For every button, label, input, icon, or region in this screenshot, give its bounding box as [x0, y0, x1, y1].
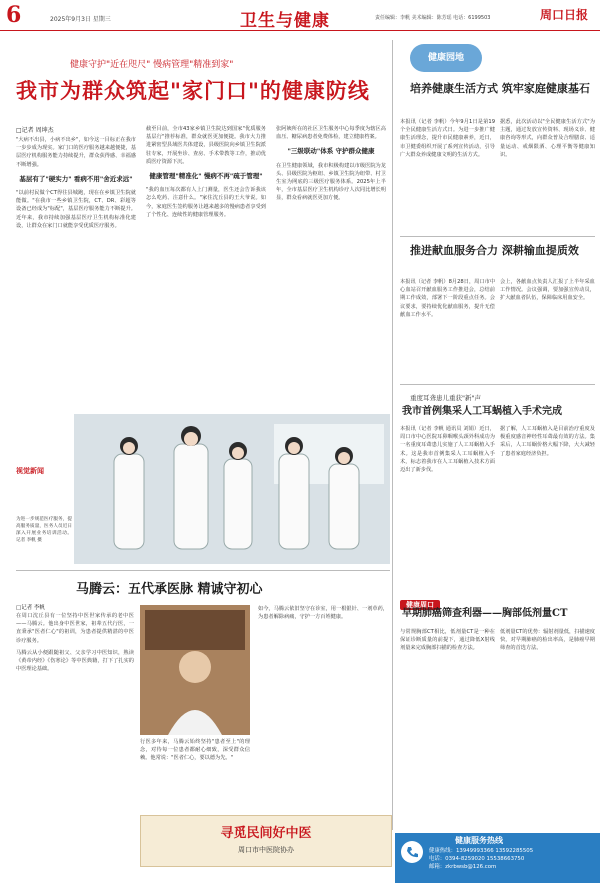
- hotline-line: 健康热线：13949993366 13592285505: [429, 848, 534, 854]
- lead-paragraph: "大病不出县，小病不出乡"，如今这一目标正在我市一步步成为现实。家门口的医疗服务越来越便捷，基层医疗机构服务能力持续提升，群众获得感、幸福感不断增强。: [16, 137, 136, 168]
- health-hotline-box: [395, 833, 600, 883]
- hotline-title: 健康服务热线: [455, 836, 503, 845]
- section-divider: [16, 570, 390, 571]
- photo-caption: 为进一步规范医疗服务，提高服务质量，医务人员近日深入开展业务培训活动。 记者 李帆 摄: [16, 517, 72, 543]
- lead-kicker: 健康守护"近在咫尺" 慢病管理"精准到家": [70, 60, 234, 70]
- feature-col-2: 行医多年来，马腾云始终坚持"患者至上"的理念，对待每一位患者都耐心细致，深受群众信赖。他常说："医者仁心，要以德为先。": [140, 739, 250, 762]
- right-top-col-2: 据悉，此次活动以"全民健康生活方式"为主题，通过发放宣传资料、现场义诊、健康咨询等形式，向群众普及合理膳食、适量运动、戒烟限酒、心理平衡等健康知识。: [500, 119, 595, 158]
- right-mid-col-2: 会上，各献血点负责人汇报了上半年采血工作情况。会议强调，要加强宣传动员，扩大献血者队伍，保障临床用血安全。: [500, 279, 595, 302]
- lead-headline: 我市为群众筑起"家门口"的健康防线: [16, 78, 370, 103]
- lead-paragraph: "以前村民做个CT得往县城跑，现在在乡镇卫生院就能做。"在我市一些乡镇卫生院，CT、DR、彩超等设备已经成为"标配"，基层医疗服务能力不断提升。近年来，我市持续加强基层医疗卫生机构标准化建设，让群众在家门口就能享受优质医疗服务。: [16, 190, 136, 229]
- lead-subhead-1: 基层有了"硬实力" 看病不用"舍近求远": [19, 174, 133, 183]
- lead-paragraph: 在卫生健康领域，我市积极构建以市级医院为龙头、县级医院为枢纽、乡镇卫生院为纽带、村卫生室为网底的三级医疗服务体系。2025年上半年，全市基层医疗卫生机构诊疗人次同比增长明显，群众看病就医更加方便。: [276, 162, 386, 202]
- page-header: [0, 0, 600, 31]
- right-top-headline: 培养健康生活方式 筑牢家庭健康基石: [410, 82, 590, 95]
- tcm-banner-subtitle: 周口市中医院协办: [238, 846, 294, 854]
- lead-paragraph: "我的血压每次都有人上门测量，医生还会告诉我该怎么吃药、注意什么。"家住沈丘县的王大爷说。如今，家庭医生签约服务让越来越多的慢病患者享受到了个性化、连续性的健康管理服务。: [146, 187, 266, 218]
- doctor-photo: [140, 605, 250, 735]
- lead-column-3: [276, 125, 386, 405]
- column-divider: [392, 40, 393, 830]
- section-divider: [400, 384, 595, 385]
- doctor-portrait-icon: [140, 605, 250, 735]
- tcm-banner-title: 寻觅民间好中医: [220, 826, 312, 841]
- feature-byline: □记者 李帆: [16, 605, 45, 611]
- hotline-line: 电话：0394-8259020 15538663750: [429, 856, 525, 862]
- right-bottom-col-1: 与常规胸部CT相比，低剂量CT是一种在保证诊断质量的前提下，通过降低X射线剂量来完成胸部扫描的检查方法。: [400, 629, 495, 652]
- lead-subhead-3: "三级联动"体系 守护群众健康: [287, 147, 375, 156]
- health-zhoukou-label: 健康周口: [400, 600, 440, 610]
- right-top-col-1: 本报讯（记者 李帆）今年9月1日是第19个全民健康生活方式日。为进一步推广健康生活理念，提升市民健康素养，近日，市卫健委组织开展了系列宣传活动，引导广大群众养成健康文明的生活方式。: [400, 119, 495, 158]
- training-photo: [74, 414, 390, 564]
- photo-sidebar: [16, 414, 72, 564]
- feature-col-3: 如今，马腾云依旧坚守在诊室，用一根银针、一剂草药，为患者解除病痛，守护一方百姓健康。: [258, 606, 388, 621]
- section-title: 卫生与健康: [240, 11, 330, 31]
- editor-info: 责任编辑：李帆 美术编辑：陈芳瑶 电话：6199503: [375, 15, 491, 21]
- right-low-col-1: 本报讯（记者 李帆 通讯员 刘娟）近日，周口市中心医院耳鼻咽喉头颈外科成功为一名重度耳聋患儿实施了人工耳蜗植入手术。这是我市首例集采人工耳蜗植入手术，标志着我市在人工耳蜗植入技术方面迈出了新步伐。: [400, 426, 495, 474]
- feature-headline: 马腾云：五代承医脉 精诚守初心: [76, 582, 263, 597]
- phone-icon: [401, 841, 423, 863]
- section-divider: [400, 236, 595, 237]
- right-low-headline: 我市首例集采人工耳蜗植入手术完成: [402, 406, 562, 417]
- photo-scene-icon: [74, 414, 390, 564]
- visual-news-tag: 视觉新闻: [16, 467, 44, 475]
- lead-byline: □记者 周坤杰: [16, 127, 54, 134]
- feature-col-1: [16, 612, 134, 872]
- right-bottom-headline: 早期肺癌筛查利器——胸部低剂量CT: [402, 608, 568, 619]
- health-garden-label: 健康园地: [427, 53, 464, 63]
- right-low-kicker: 重度耳聋患儿重获"新"声: [410, 394, 481, 402]
- newspaper-logo: 周口日报: [540, 8, 589, 22]
- page-number: 6: [6, 2, 22, 28]
- right-bottom-col-2: 低剂量CT的优势：辐射剂量低，扫描速度快，对早期肺癌的检出率高，是肺癌早期筛查的首选方法。: [500, 629, 595, 652]
- feature-paragraph: 在周口沈丘县有一位坚持中医世家传承的老中医——马腾云。他出身中医世家，祖辈五代行医，一直秉承"医者仁心"的祖训，为患者提供精湛的中医诊疗服务。: [16, 613, 134, 644]
- right-low-col-2: 据了解，人工耳蜗植入是目前治疗重度及极重度感音神经性耳聋最有效的方法。集采后，人工耳蜗价格大幅下降，大大减轻了患者家庭经济负担。: [500, 426, 595, 457]
- hotline-line: 邮箱：zkrbwsb@126.com: [429, 864, 497, 870]
- lead-paragraph: 张阿姨所在的社区卫生服务中心每季度为辖区高血压、糖尿病患者免费体检，建立健康档案。: [276, 126, 386, 141]
- lead-subhead-2: 健康管理"精准化" 慢病不再"疏于管理": [149, 172, 263, 181]
- health-garden-tag: [410, 44, 482, 72]
- lead-column-2: [146, 125, 266, 405]
- right-mid-headline: 推进献血服务合力 深耕输血提质效: [410, 244, 579, 257]
- feature-paragraph: 马腾云从小便跟随祖父、父亲学习中医知识，熟读《黄帝内经》《伤寒论》等中医典籍，打下了扎实的中医理论基础。: [16, 649, 134, 673]
- lead-column-1: [16, 136, 136, 404]
- tcm-banner: [140, 815, 392, 867]
- right-mid-col-1: 本报讯（记者 李帆）8月28日，周口市中心血站召开献血服务工作推进会，总结前期工作成效，部署下一阶段重点任务。会议要求，要持续优化献血服务，提升无偿献血工作水平。: [400, 279, 495, 318]
- issue-date: 2025年9月3日 星期三: [50, 16, 111, 23]
- hotline-lines: [429, 847, 533, 871]
- lead-paragraph: 截至目前，全市43家乡镇卫生院达到国家"优质服务基层行"推荐标准，群众就医更加便捷。我市大力推进紧密型县域医共体建设，县级医院向乡镇卫生院派驻专家，开展坐诊、查房、手术带教等工作，推动优质医疗资源下沉。: [146, 126, 266, 165]
